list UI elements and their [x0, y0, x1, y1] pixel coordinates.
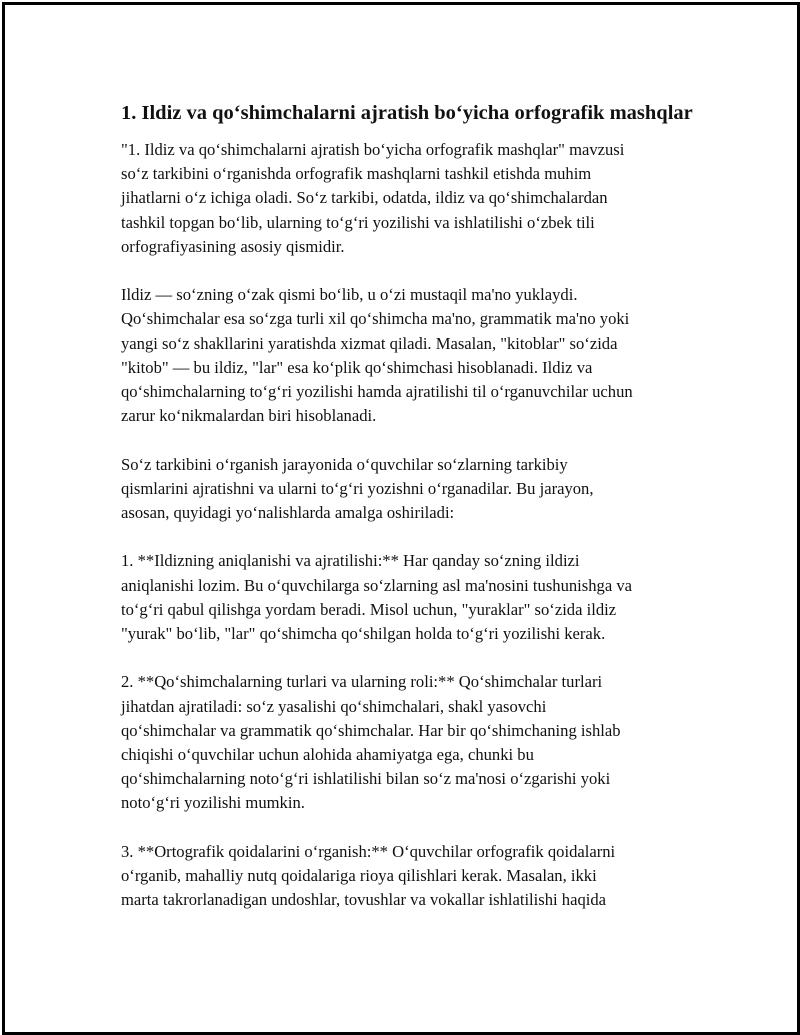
text-line: to‘g‘ri qabul qilishga yordam beradi. Misol uchun, "yuraklar" so‘zida ildiz: [121, 599, 617, 619]
document-page: [2, 2, 800, 1035]
list-item-1-paragraph: [121, 549, 701, 646]
text-line: qo‘shimchalarning to‘g‘ri yozilishi hamda ajratilishi til o‘rganuvchilar uchun: [121, 382, 633, 402]
text-line: qo‘shimchalarning noto‘g‘ri ishlatilishi bilan so‘z ma'nosi o‘zgarishi yoki: [121, 769, 611, 789]
text-line: yangi so‘z shakllarini yaratishda xizmat qiladi. Masalan, "kitoblar" so‘zida: [121, 333, 618, 353]
root-definition-paragraph: [121, 283, 701, 428]
text-line: qismlarini ajratishni va ularni to‘g‘ri yozishni o‘rganadilar. Bu jarayon,: [121, 478, 594, 498]
text-line: so‘z tarkibini o‘rganishda orfografik mashqlarni tashkil etishda muhim: [121, 164, 592, 184]
text-line: asosan, quyidagi yo‘nalishlarda amalga oshiriladi:: [121, 503, 455, 523]
text-line: Ildiz — so‘zning o‘zak qismi bo‘lib, u o‘zi mustaqil ma'no yuklaydi.: [121, 285, 578, 305]
list-item-3-paragraph: [121, 840, 701, 913]
text-line: noto‘g‘ri yozilishi mumkin.: [121, 793, 305, 813]
document-body: [121, 99, 701, 937]
process-paragraph: [121, 453, 701, 526]
text-line: o‘rganib, mahalliy nutq qoidalariga rioya qilishlari kerak. Masalan, ikki: [121, 866, 597, 886]
list-item-2-paragraph: [121, 670, 701, 815]
text-line: jihatdan ajratiladi: so‘z yasalishi qo‘shimchalari, shakl yasovchi: [121, 696, 547, 716]
text-line: chiqishi o‘quvchilar uchun alohida ahamiyatga ega, chunki bu: [121, 745, 534, 765]
text-line: zarur ko‘nikmalardan biri hisoblanadi.: [121, 406, 377, 426]
text-line: tashkil topgan bo‘lib, ularning to‘g‘ri yozilishi va ishlatilishi o‘zbek tili: [121, 212, 595, 232]
text-line: marta takrorlanadigan undoshlar, tovushlar va vokallar ishlatilishi haqida: [121, 890, 607, 910]
text-line: jihatlarni o‘z ichiga oladi. So‘z tarkibi, odatda, ildiz va qo‘shimchalardan: [121, 188, 608, 208]
text-line: Qo‘shimchalar esa so‘zga turli xil qo‘shimcha ma'no, grammatik ma'no yoki: [121, 309, 630, 329]
intro-paragraph: [121, 138, 701, 259]
text-line: "kitob" — bu ildiz, "lar" esa ko‘plik qo‘shimchasi hisoblanadi. Ildiz va: [121, 357, 593, 377]
text-line: qo‘shimchalar va grammatik qo‘shimchalar. Har bir qo‘shimchaning ishlab: [121, 720, 621, 740]
title-line: 1. Ildiz va qo‘shimchalarni ajratish bo‘yicha orfografik: [121, 102, 605, 124]
text-line: 1. **Ildizning aniqlanishi va ajratilishi:** Har qanday so‘zning ildizi: [121, 551, 580, 571]
text-line: "1. Ildiz va qo‘shimchalarni ajratish bo‘yicha orfografik mashqlar" mavzusi: [121, 140, 625, 159]
text-line: aniqlanishi lozim. Bu o‘quvchilarga so‘zlarning asl ma'nosini tushunishga va: [121, 575, 633, 595]
document-title: [121, 99, 701, 127]
title-line: mashqlar: [609, 102, 693, 124]
text-line: So‘z tarkibini o‘rganish jarayonida o‘quvchilar so‘zlarning tarkibiy: [121, 454, 568, 474]
text-line: "yurak" bo‘lib, "lar" qo‘shimcha qo‘shilgan holda to‘g‘ri yozilishi kerak.: [121, 624, 606, 644]
text-line: orfografiyasining asosiy qismidir.: [121, 236, 345, 256]
text-line: 2. **Qo‘shimchalarning turlari va ularning roli:** Qo‘shimchalar turlari: [121, 672, 603, 692]
text-line: 3. **Ortografik qoidalarini o‘rganish:** O‘quvchilar orfografik qoidalarni: [121, 841, 616, 861]
